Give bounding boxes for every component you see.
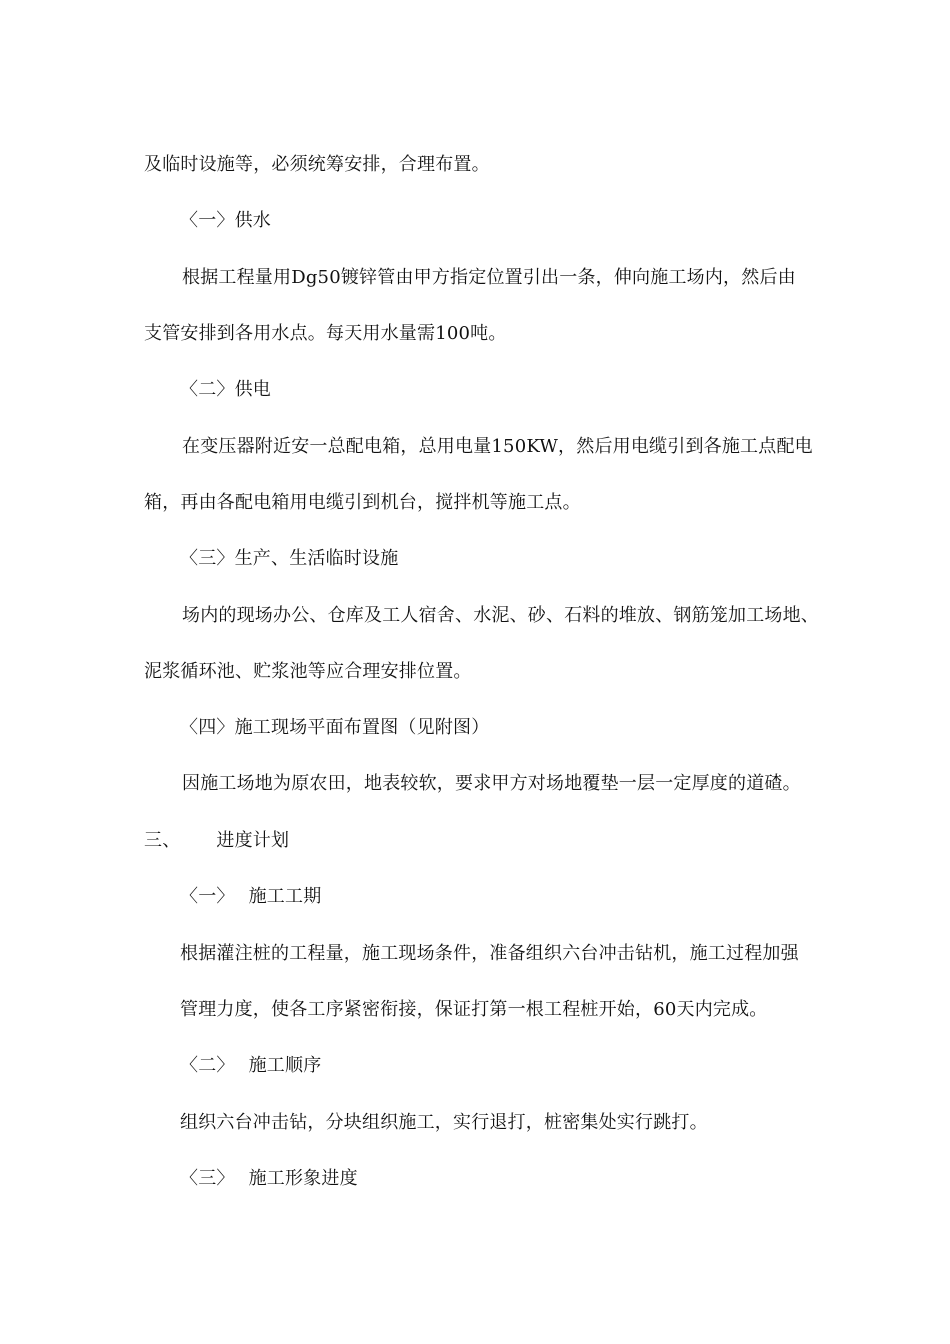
paragraph-continuation: 及临时设施等，必须统筹安排，合理布置。: [144, 154, 490, 175]
section-number: 三、: [144, 830, 181, 851]
section-title: 进度计划: [216, 830, 290, 851]
paragraph-water-supply-line-2: 支管安排到各用水点。每天用水量需100吨。: [144, 323, 507, 344]
heading-power-supply: 〈二〉供电: [180, 379, 271, 400]
subheading-title: 施工工期: [248, 886, 322, 907]
subheading-construction-sequence: [180, 1054, 321, 1078]
subheading-progress: [180, 1167, 358, 1191]
paragraph-water-supply-line-1: 根据工程量用Dg50镀锌管由甲方指定位置引出一条，伸向施工场内，然后由: [182, 267, 796, 288]
subheading-marker: 〈二〉: [180, 1055, 235, 1076]
paragraph-sequence: 组织六台冲击钻，分块组织施工，实行退打，桩密集处实行跳打。: [180, 1112, 708, 1133]
subheading-title: 施工顺序: [248, 1055, 322, 1076]
heading-site-layout: 〈四〉施工现场平面布置图（见附图）: [180, 717, 490, 738]
section-heading-schedule: [144, 829, 289, 853]
heading-water-supply: 〈一〉供水: [180, 210, 271, 231]
heading-temporary-facilities: 〈三〉生产、生活临时设施: [180, 548, 399, 569]
subheading-title: 施工形象进度: [248, 1168, 358, 1189]
subheading-marker: 〈三〉: [180, 1168, 235, 1189]
subheading-construction-period: [180, 885, 321, 909]
paragraph-period-line-2: 管理力度，使各工序紧密衔接，保证打第一根工程桩开始，60天内完成。: [180, 999, 768, 1020]
paragraph-power-supply-line-1: 在变压器附近安一总配电箱，总用电量150KW，然后用电缆引到各施工点配电: [182, 436, 813, 457]
paragraph-facilities-line-2: 泥浆循环池、贮浆池等应合理安排位置。: [144, 661, 472, 682]
subheading-marker: 〈一〉: [180, 886, 235, 907]
paragraph-site-layout: 因施工场地为原农田，地表较软，要求甲方对场地覆垫一层一定厚度的道碴。: [182, 773, 801, 794]
paragraph-facilities-line-1: 场内的现场办公、仓库及工人宿舍、水泥、砂、石料的堆放、钢筋笼加工场地、: [182, 605, 819, 626]
paragraph-period-line-1: 根据灌注桩的工程量，施工现场条件，准备组织六台冲击钻机，施工过程加强: [180, 943, 799, 964]
paragraph-power-supply-line-2: 箱，再由各配电箱用电缆引到机台，搅拌机等施工点。: [144, 492, 581, 513]
